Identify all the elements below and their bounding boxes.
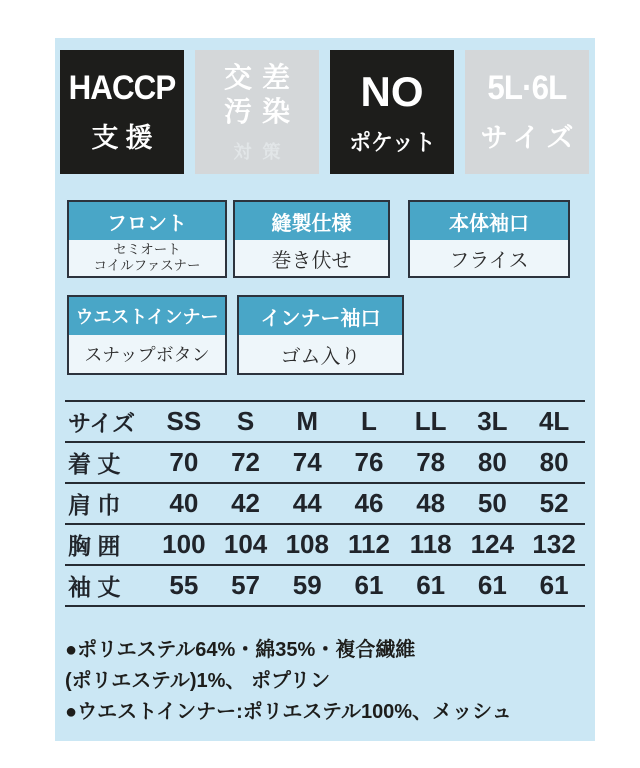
badge-cross-line2: 汚染 [223, 95, 300, 127]
feature-front-value-line1: セミオート [113, 242, 181, 257]
size-col-m: M [276, 401, 338, 442]
cell: 124 [462, 524, 524, 565]
size-col-3l: 3L [462, 401, 524, 442]
size-table-header-row [65, 401, 585, 442]
material-note-line2: (ポリエステル)1%、 ポプリン [65, 670, 331, 692]
table-row-shoulder-width [65, 483, 585, 524]
badge-no-pocket-title: NO [360, 67, 424, 115]
feature-front-value [69, 240, 225, 276]
cell: 61 [400, 565, 462, 606]
badge-no-pocket-sub: ポケット [348, 128, 436, 155]
cell: 52 [523, 483, 585, 524]
badge-size-5l6l [465, 50, 589, 174]
cell: 108 [276, 524, 338, 565]
table-row-chest [65, 524, 585, 565]
badge-size-sub: サイズ [480, 123, 581, 153]
size-table-header: サイズ [65, 401, 153, 442]
size-col-4l: 4L [523, 401, 585, 442]
size-col-ll: LL [400, 401, 462, 442]
cell: 100 [153, 524, 215, 565]
cell: 48 [400, 483, 462, 524]
feature-front-title: フロント [69, 202, 225, 240]
badge-haccp [60, 50, 184, 174]
cell: 50 [462, 483, 524, 524]
badge-cross-line1: 交差 [223, 61, 300, 93]
table-row-sleeve-length [65, 565, 585, 606]
feature-front-value-line2: コイルファスナー [93, 258, 201, 273]
cell: 61 [462, 565, 524, 606]
feature-box-inner-cuff [237, 295, 404, 375]
cell: 61 [523, 565, 585, 606]
cell: 42 [215, 483, 277, 524]
cell: 44 [276, 483, 338, 524]
feature-sewing-value: 巻き伏せ [271, 249, 352, 272]
cell: 118 [400, 524, 462, 565]
badge-haccp-sub: 支援 [91, 123, 160, 153]
cell: 74 [276, 442, 338, 483]
feature-box-body-cuff [408, 200, 570, 278]
feature-body-cuff-title: 本体袖口 [410, 202, 568, 240]
feature-sewing-title: 縫製仕様 [235, 202, 388, 240]
product-spec-panel [55, 38, 595, 741]
cell: 46 [338, 483, 400, 524]
cell: 80 [462, 442, 524, 483]
row-label: 肩 巾 [65, 483, 153, 524]
feature-box-sewing-spec [233, 200, 390, 278]
material-note-line1: ●ポリエステル64%・綿35%・複合繊維 [65, 639, 416, 661]
badge-cross-contamination [195, 50, 319, 174]
cell: 132 [523, 524, 585, 565]
cell: 112 [338, 524, 400, 565]
cell: 61 [338, 565, 400, 606]
cell: 70 [153, 442, 215, 483]
cell: 72 [215, 442, 277, 483]
badge-row [60, 50, 589, 174]
cell: 40 [153, 483, 215, 524]
cell: 57 [215, 565, 277, 606]
feature-waist-inner-value: スナップボタン [84, 345, 210, 365]
badge-size-title: 5L·6L [487, 69, 567, 107]
row-label: 着 丈 [65, 442, 153, 483]
size-col-s: S [215, 401, 277, 442]
material-notes [65, 635, 512, 728]
feature-inner-cuff-title: インナー袖口 [239, 297, 402, 335]
size-table [65, 400, 585, 607]
cell: 59 [276, 565, 338, 606]
badge-no-pocket [330, 50, 454, 174]
cell: 104 [215, 524, 277, 565]
row-label: 胸 囲 [65, 524, 153, 565]
feature-body-cuff-value: フライス [449, 249, 529, 272]
size-col-ss: SS [153, 401, 215, 442]
row-label: 袖 丈 [65, 565, 153, 606]
feature-box-front [67, 200, 227, 278]
feature-waist-inner-title: ウエストインナー [69, 297, 225, 335]
cell: 80 [523, 442, 585, 483]
table-row-body-length [65, 442, 585, 483]
cell: 76 [338, 442, 400, 483]
badge-haccp-title: HACCP [68, 69, 176, 107]
size-col-l: L [338, 401, 400, 442]
badge-cross-sub: 対策 [233, 141, 292, 162]
feature-inner-cuff-value: ゴム入り [280, 345, 361, 368]
cell: 78 [400, 442, 462, 483]
cell: 55 [153, 565, 215, 606]
feature-box-waist-inner [67, 295, 227, 375]
material-note-line3: ●ウエストインナー:ポリエステル100%、メッシュ [65, 701, 512, 723]
